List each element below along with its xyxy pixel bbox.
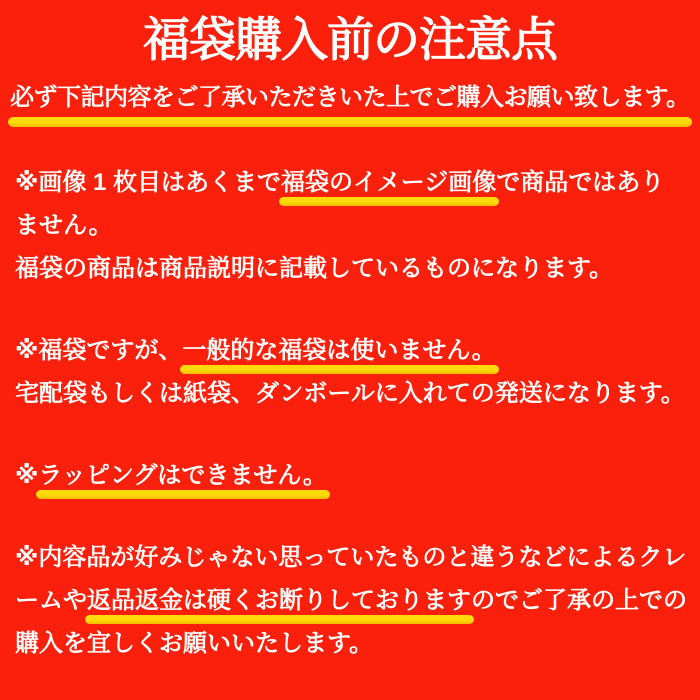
text-segment: 福袋の商品は商品説明に記載しているものになります。 xyxy=(15,255,614,282)
text-segment: ※ xyxy=(15,462,39,489)
page-title: 福袋購入前の注意点 xyxy=(143,13,557,66)
text-segment: ※内容品が好みじゃない思っていたものと違うなどによるクレ xyxy=(15,544,687,571)
underline-highlight: 返品返金は硬くお断りしております xyxy=(87,579,471,622)
text-segment: ※福袋ですが、 xyxy=(15,337,183,364)
text-segment: 宅配袋もしくは紙袋、ダンボールに入れての発送になります。 xyxy=(15,380,685,407)
text-segment: のでご了承の上での xyxy=(471,587,687,614)
lead-underline-bar xyxy=(8,117,692,127)
paragraph-returns-note xyxy=(15,536,692,665)
underline-highlight: 一般的な福袋は使いません。 xyxy=(182,329,495,372)
underline-highlight: ラッピングはできません。 xyxy=(38,454,326,497)
text-segment: ※画像 1 枚目はあくまで xyxy=(15,169,282,196)
text-segment: 購入を宜しくお願いいたします。 xyxy=(15,630,374,657)
paragraph-image-note xyxy=(15,161,692,290)
paragraph-wrapping-note xyxy=(15,454,692,497)
text-segment: ません。 xyxy=(15,212,113,239)
paragraph-packaging-note xyxy=(15,329,692,415)
lead-text: 必ず下記内容をご了承いただきいた上でご購入お願い致します。 xyxy=(10,84,690,111)
underline-highlight: 福袋のイメージ画像 xyxy=(281,161,496,204)
text-segment: で商品ではあり xyxy=(496,169,665,196)
text-segment: ームや xyxy=(15,587,87,614)
